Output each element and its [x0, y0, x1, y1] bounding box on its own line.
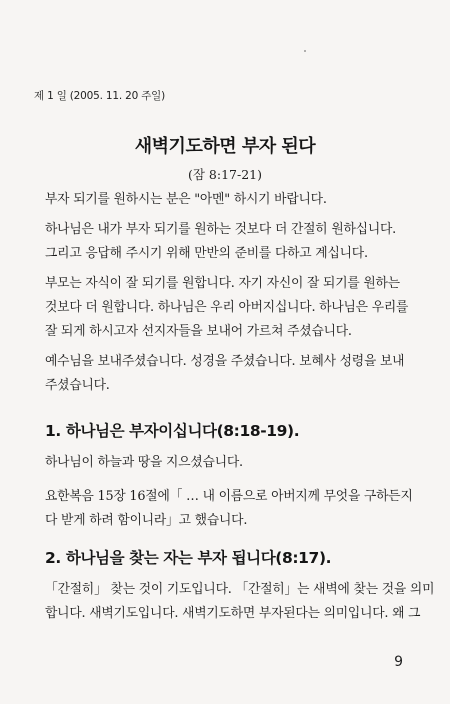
- text-line: 부모는 자식이 잘 되기를 원합니다. 자기 자신이 잘 되기를 원하는: [45, 276, 400, 291]
- text-line: 부자 되기를 원하시는 분은 "아멘" 하시기 바랍니다.: [45, 192, 327, 207]
- section-1-paragraph-2: [45, 485, 415, 533]
- text-line: 것보다 더 원합니다. 하나님은 우리 아버지십니다. 하나님은 우리를: [45, 300, 409, 315]
- day-header: 제 1 일 (2005. 11. 20 주일): [34, 90, 165, 102]
- intro-paragraph-3: [45, 272, 415, 344]
- page-dot-mark: [304, 50, 306, 52]
- text-line: 합니다. 새벽기도입니다. 새벽기도하면 부자된다는 의미입니다. 왜 그: [45, 606, 421, 621]
- section-2-paragraph-1: [45, 578, 435, 626]
- scripture-reference: (잠 8:17-21): [187, 167, 262, 182]
- text-line: 예수님을 보내주셨습니다. 성경을 주셨습니다. 보혜사 성령을 보내: [45, 354, 405, 369]
- text-line: 잘 되게 하시고자 선지자들을 보내어 가르쳐 주셨습니다.: [45, 324, 352, 339]
- text-line: 하나님은 내가 부자 되기를 원하는 것보다 더 간절히 원하십니다.: [45, 222, 397, 237]
- text-line: 다 받게 하려 함이니라」고 했습니다.: [45, 513, 248, 528]
- section-2-heading: 2. 하나님을 찾는 자는 부자 됩니다(8:17).: [45, 549, 332, 567]
- section-1-paragraph-1: [45, 451, 415, 475]
- intro-paragraph-1: [45, 188, 415, 212]
- text-line: 「간절히」 찾는 것이 기도입니다. 「간절히」는 새벽에 찾는 것을 의미: [45, 582, 435, 597]
- section-1-heading: 1. 하나님은 부자이십니다(8:18-19).: [45, 422, 300, 440]
- sermon-title: 새벽기도하면 부자 된다: [134, 136, 316, 157]
- intro-paragraph-4: [45, 350, 415, 398]
- text-line: 주셨습니다.: [45, 378, 110, 393]
- text-line: 요한복음 15장 16절에「 … 내 이름으로 아버지께 무엇을 구하든지: [45, 489, 413, 504]
- text-line: 하나님이 하늘과 땅을 지으셨습니다.: [45, 455, 243, 470]
- intro-paragraph-2: [45, 218, 415, 266]
- page-number: 9: [394, 654, 403, 670]
- text-line: 그리고 응답해 주시기 위해 만반의 준비를 다하고 계십니다.: [45, 246, 368, 261]
